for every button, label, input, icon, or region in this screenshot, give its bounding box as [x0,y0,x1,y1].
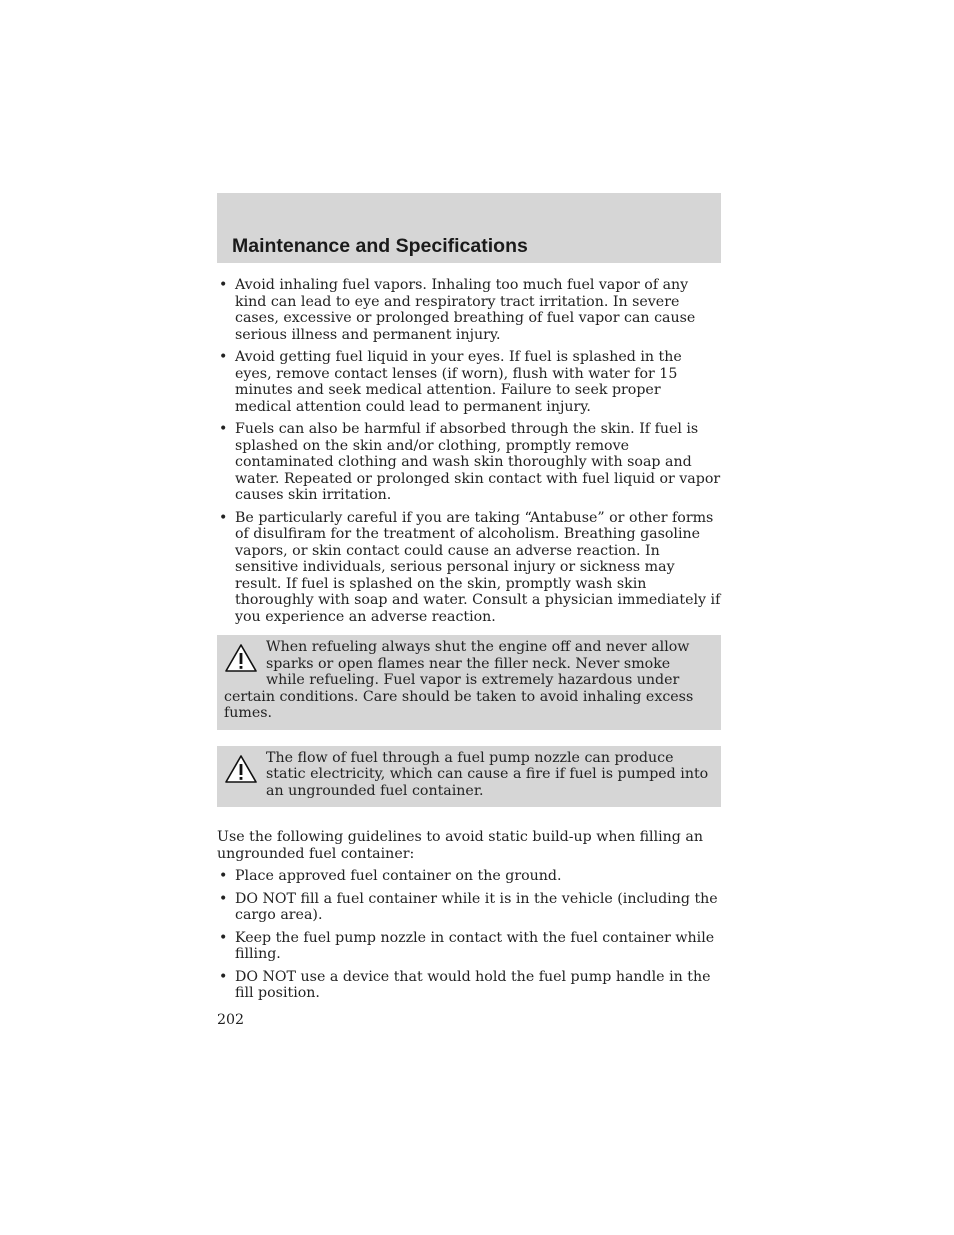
warning-text: When refueling always shut the engine off and never allow sparks or open flames near the filler neck. Never smoke while refueling. Fuel vapor is extremely hazardous under certain conditions. Care should be taken to avoid inhaling excess fumes. [224,639,694,721]
guidelines-intro: Use the following guidelines to avoid static build-up when filling an ungrounded fuel container: [217,829,703,862]
list-item [217,421,721,504]
list-item [217,277,721,343]
warning-text: The flow of fuel through a fuel pump nozzle can produce static electricity, which can cause a fire if fuel is pumped into an ungrounded fuel container. [266,749,709,799]
bullet-icon: • [219,277,228,293]
section-header-band [217,193,721,263]
warning-box-static-electricity [217,746,721,808]
warning-box-refueling [217,635,721,730]
bullet-icon: • [219,929,228,946]
list-item [217,349,721,415]
warning-triangle-icon [224,643,258,673]
list-item-text: Avoid getting fuel liquid in your eyes. If fuel is splashed in the eyes, remove contact lenses (if worn), flush with water for 15 minutes and seek medical attention. Failure to seek proper medical attention could lead to permanent injury. [235,349,682,415]
list-item-text: Fuels can also be harmful if absorbed through the skin. If fuel is splashed on the skin and/or clothing, promptly remove contaminated clothing and wash skin thoroughly with soap and water. Repeated or prolonged skin contact with fuel liquid or vapor causes skin irritation. [235,421,721,503]
safety-bullet-list [217,277,721,625]
list-item-text: DO NOT fill a fuel container while it is in the vehicle (including the cargo area). [235,890,718,923]
list-item [217,510,721,626]
list-item-text: DO NOT use a device that would hold the fuel pump handle in the fill position. [235,968,711,1001]
bullet-icon: • [219,868,228,884]
list-item [217,868,721,885]
guidelines-bullet-list [217,868,721,1002]
page-number: 202 [217,1011,245,1028]
section-title: Maintenance and Specifications [232,235,528,257]
list-item [217,891,721,924]
list-item-text: Be particularly careful if you are taking “Antabuse” or other forms of disulfiram for the treatment of alcoholism. Breathing gasoline vapors, or skin contact could cause an adverse reaction. In sensitive individuals, serious personal injury or sickness may result. If fuel is splashed on the skin, promptly wash skin thoroughly with soap and water. Consult a physician immediately if you experience an adverse reaction. [235,509,721,625]
list-item [217,969,721,1002]
bullet-icon: • [219,421,228,437]
page-content [217,277,721,1028]
list-item-text: Avoid inhaling fuel vapors. Inhaling too much fuel vapor of any kind can lead to eye and respiratory tract irritation. In severe cases, excessive or prolonged breathing of fuel vapor can cause serious illness and permanent injury. [235,277,696,343]
list-item [217,930,721,963]
bullet-icon: • [219,349,228,365]
bullet-icon: • [219,509,228,526]
bullet-icon: • [219,968,228,985]
list-item-text: Keep the fuel pump nozzle in contact with the fuel container while filling. [235,929,715,962]
bullet-icon: • [219,890,228,907]
warning-triangle-icon [224,754,258,784]
list-item-text: Place approved fuel container on the ground. [235,868,562,884]
